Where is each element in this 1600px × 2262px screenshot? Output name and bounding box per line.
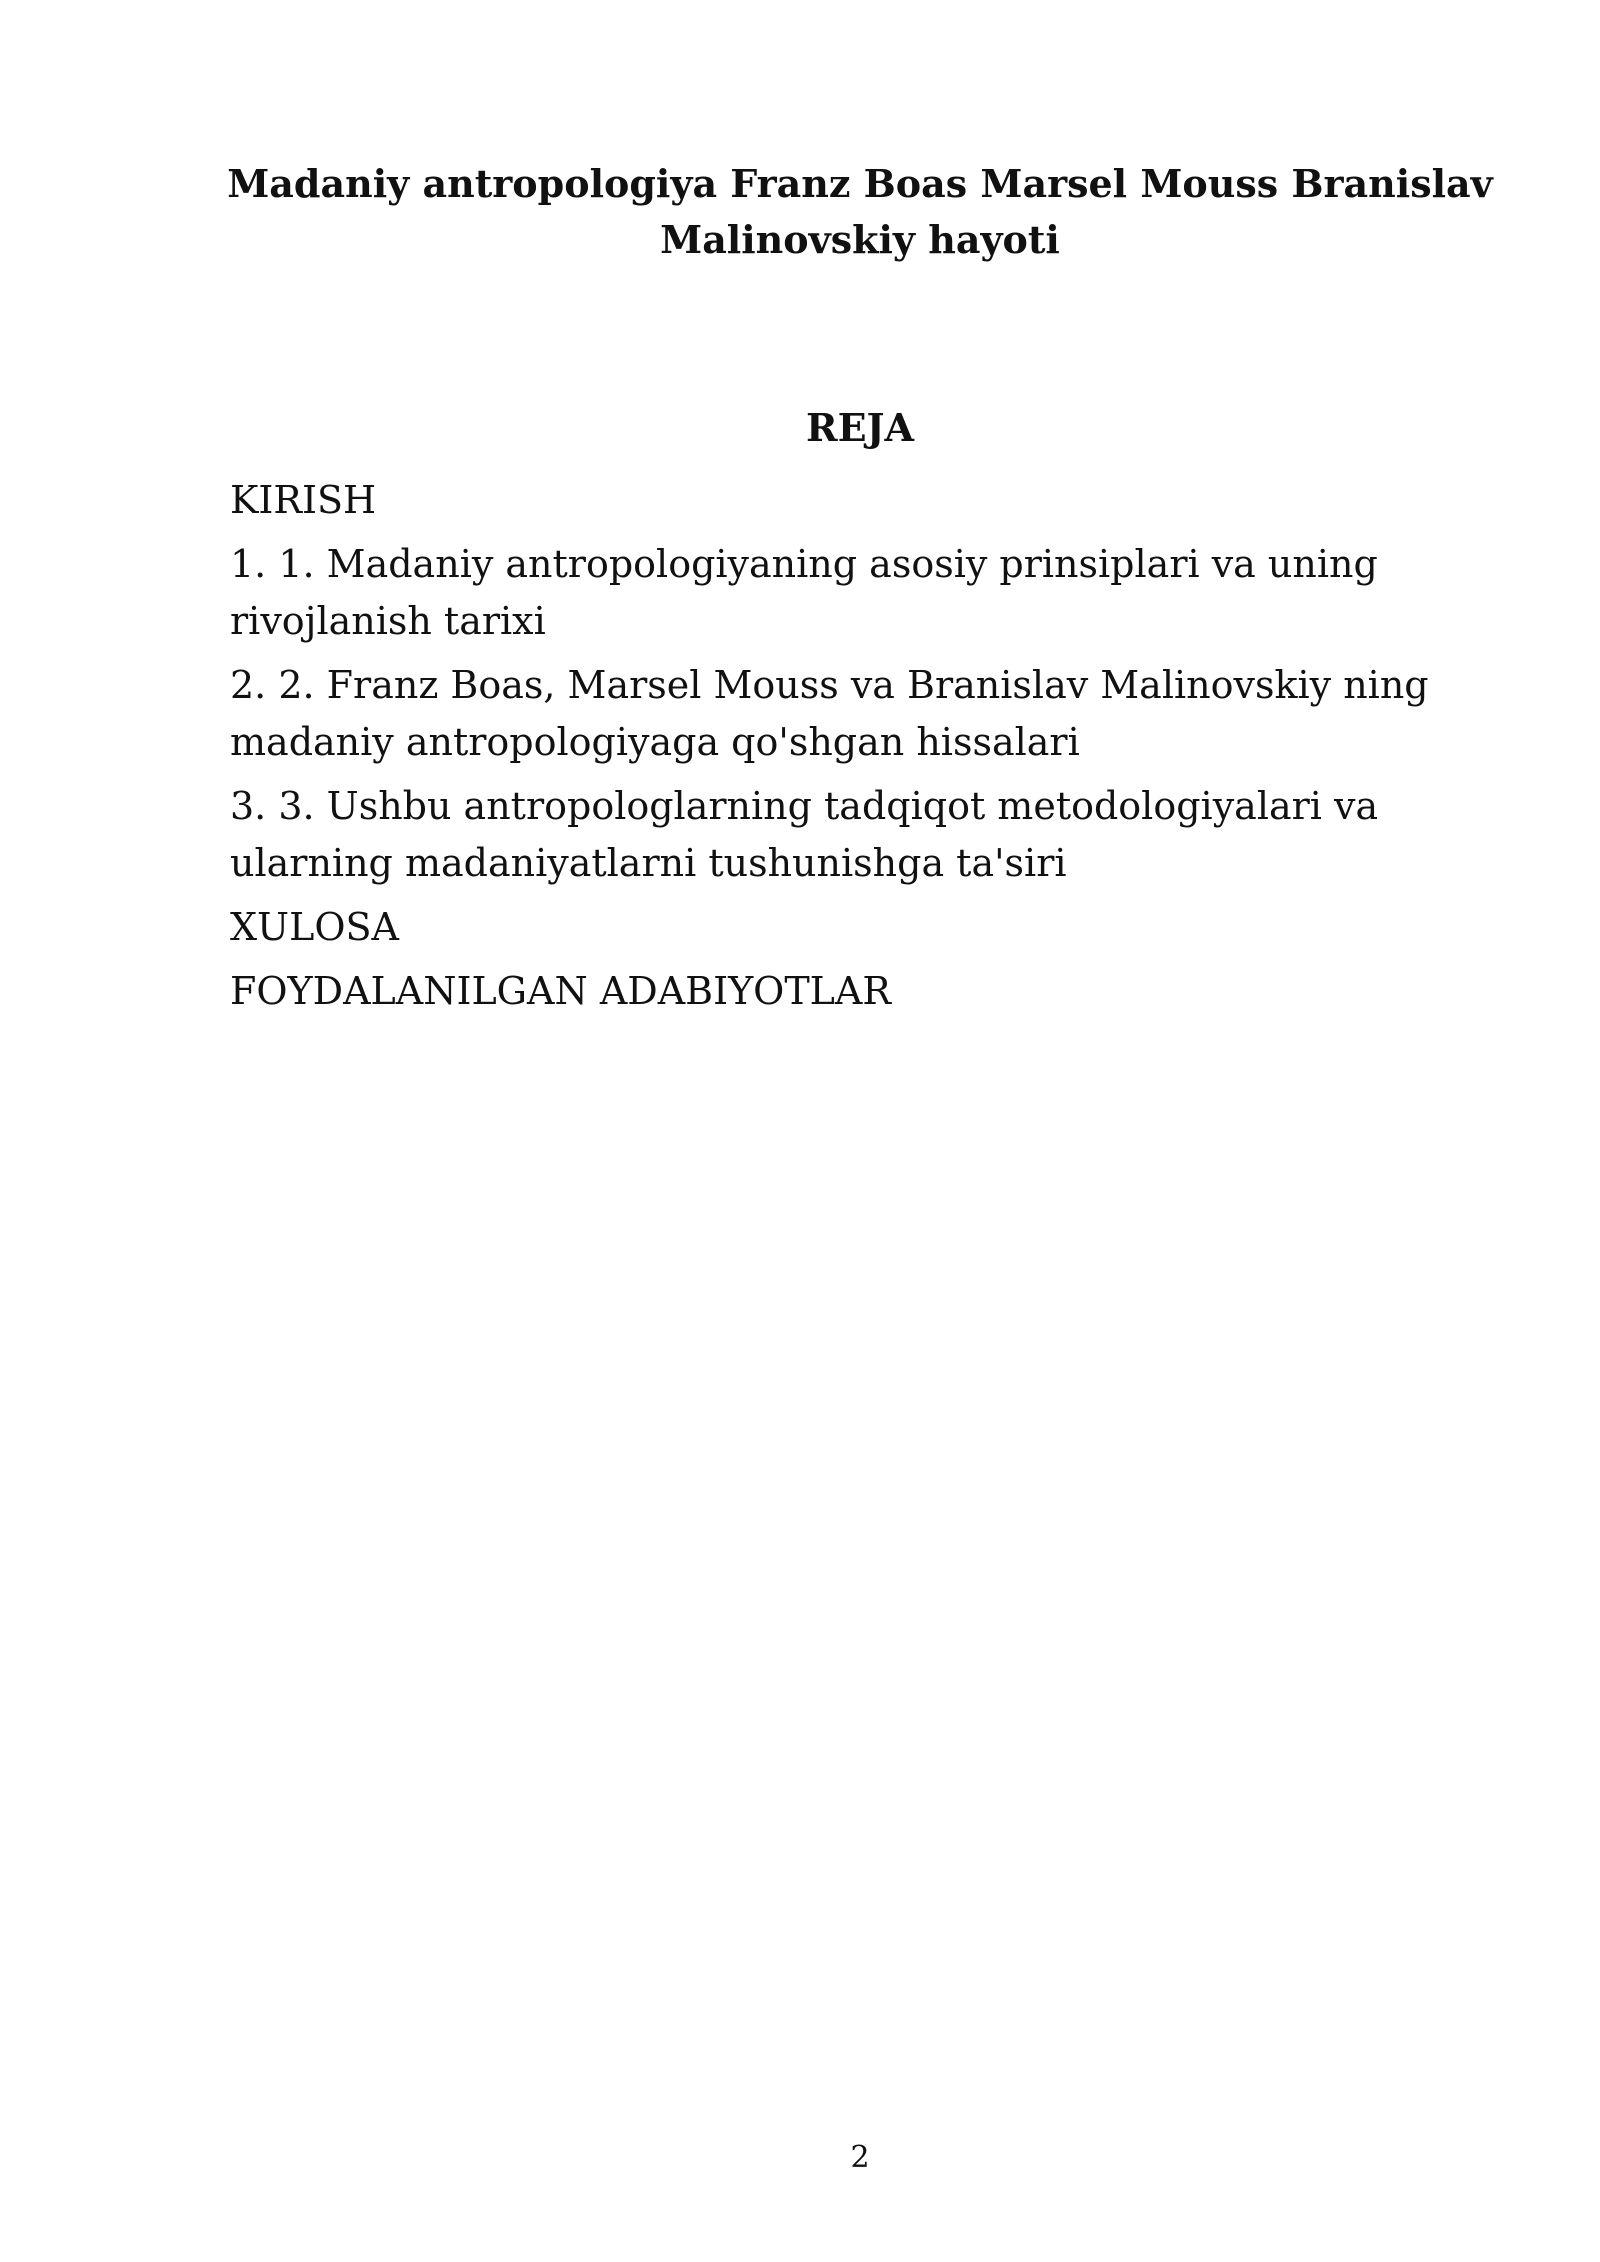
plan-item-conclusion: XULOSA: [230, 905, 399, 949]
plan-heading: REJA: [805, 405, 914, 450]
plan-item-3: 3. 3. Ushbu antropologlarning tadqiqot metodologiyalari va ularning madaniyatlarni tushunishga ta'siri: [230, 784, 1379, 885]
plan-list: [230, 472, 1460, 1027]
plan-item-introduction: KIRISH: [230, 478, 377, 522]
document-title: Madaniy antropologiya Franz Boas Marsel Mouss Branislav Malinovskiy hayoti: [227, 161, 1493, 262]
page-number: 2: [850, 2140, 870, 2175]
plan-item-1: 1. 1. Madaniy antropologiyaning asosiy prinsiplari va uning rivojlanish tarixi: [230, 542, 1378, 643]
plan-item-references: FOYDALANILGAN ADABIYOTLAR: [230, 969, 891, 1013]
plan-item-2: 2. 2. Franz Boas, Marsel Mouss va Branislav Malinovskiy ning madaniy antropologiyaga qo'shgan hissalari: [230, 663, 1429, 764]
